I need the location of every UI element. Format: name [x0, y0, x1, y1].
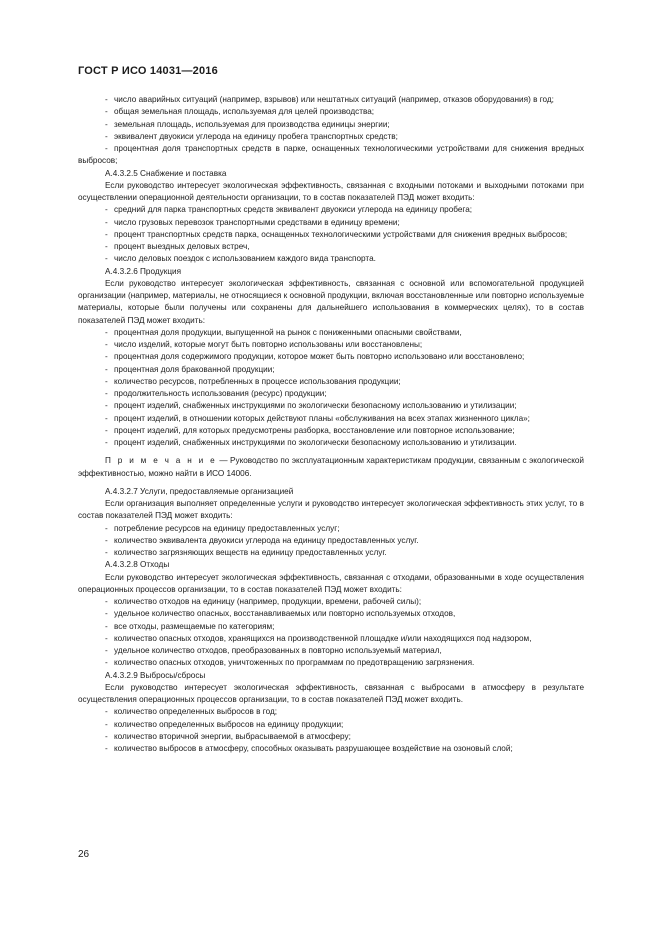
list-item-text: число деловых поездок с использованием каждого вида транспорта.	[114, 254, 376, 264]
list-dash: -	[105, 340, 108, 349]
list-item	[78, 388, 584, 400]
section-heading: А.4.3.2.8 Отходы	[105, 560, 170, 570]
list-item	[78, 706, 584, 718]
list-item	[78, 376, 584, 388]
list-dash: -	[105, 352, 108, 362]
list-item	[78, 547, 584, 559]
section-heading: А.4.3.2.9 Выбросы/сбросы	[105, 670, 206, 680]
list-dash: -	[105, 438, 108, 447]
list-item	[78, 253, 584, 265]
list-item	[78, 425, 584, 437]
section-heading: А.4.3.2.6 Продукция	[105, 266, 182, 276]
body-paragraph: Если руководство интересует экологическая эффективность, связанная с выбросами в атмосферу в результате осуществления операционных процессов организации, то в состав показателей ПЭД может входить.	[78, 682, 584, 704]
note-label: П р и м е ч а н и е	[105, 456, 217, 466]
list-item	[78, 131, 584, 143]
list-item	[78, 119, 584, 131]
list-dash: -	[105, 217, 108, 227]
list-dash: -	[105, 389, 108, 398]
section-heading: А.4.3.2.7 Услуги, предоставляемые организацией	[105, 486, 294, 496]
body-paragraph: Если руководство интересует экологическая эффективность, связанная с входными потоками и выходными потоками при осуществлении операционной деятельности организации, то в состав показателей ПЭД может входить:	[78, 180, 584, 202]
list-dash: -	[105, 425, 108, 435]
list-dash: -	[105, 413, 108, 423]
list-dash: -	[105, 205, 108, 215]
list-dash: -	[105, 242, 108, 251]
list-dash: -	[105, 327, 108, 337]
list-dash: -	[105, 646, 108, 655]
list-dash: -	[105, 131, 108, 141]
list-item	[78, 327, 584, 339]
list-item-text: количество ресурсов, потребленных в процессе использования продукции;	[114, 376, 401, 386]
list-item-text: число аварийных ситуаций (например, взрывов) или нештатных ситуаций (например, отказов оборудования) в год;	[114, 95, 554, 104]
list-item-text: процентная доля продукции, выпущенной на рынок с пониженными опасными свойствами,	[114, 327, 462, 337]
list-item	[78, 621, 584, 633]
document-header: ГОСТ Р ИСО 14031—2016	[78, 65, 218, 77]
document-body	[78, 94, 584, 755]
list-item	[78, 413, 584, 425]
list-item-text: число изделий, которые могут быть повторно использованы или восстановлены;	[114, 340, 423, 349]
list-dash: -	[105, 95, 108, 104]
list-dash: -	[105, 731, 108, 741]
list-dash: -	[105, 744, 108, 753]
section-heading: А.4.3.2.5 Снабжение и поставка	[105, 168, 227, 178]
list-dash: -	[105, 107, 108, 117]
list-item-text: процентная доля содержимого продукции, которое может быть повторно использовано или восстановлено;	[114, 352, 525, 362]
list-item-text: процент транспортных средств парка, оснащенных технологическими устройствами для снижения вредных выбросов;	[114, 229, 568, 239]
body-paragraph: Если руководство интересует экологическая эффективность, связанная с основной или вспомогательной продукцией организации (например, материалы, не относящиеся к основной продукции, включая восстановленные или повторно используемые материалы, которые были получены или сохранены для дальнейшего использования в коммерческих целях), то в состав показателей ПЭД может входить:	[78, 278, 584, 325]
note-text: — Руководство по эксплуатационным характеристикам продукции, связанным с экологической эффективностью, можно найти в ИСО 14006.	[78, 456, 585, 478]
list-item-text: количество вторичной энергии, выбрасываемой в атмосферу;	[114, 731, 351, 741]
list-dash: -	[105, 609, 108, 619]
list-item	[78, 731, 584, 743]
list-item-text: количество выбросов в атмосферу, способных оказывать разрушающее воздействие на озоновый слой;	[114, 744, 513, 753]
list-item-text: количество эквивалента двуокиси углерода на единицу предоставленных услуг.	[114, 535, 419, 545]
list-dash: -	[105, 621, 108, 631]
list-item	[78, 743, 584, 755]
list-dash: -	[105, 523, 108, 533]
list-item-text: количество загрязняющих веществ на единицу предоставленных услуг.	[114, 548, 387, 557]
list-item	[78, 106, 584, 118]
body-paragraph: Если организация выполняет определенные услуги и руководство интересует экологическая эффективность этих услуг, то в состав показателей ПЭД может входить:	[78, 499, 584, 521]
list-item-text: потребление ресурсов на единицу предоставленных услуг;	[114, 523, 340, 533]
page-number: 26	[78, 849, 90, 860]
list-item	[78, 229, 584, 241]
list-item-text: продолжительность использования (ресурс) продукции;	[114, 389, 327, 398]
list-item-text: средний для парка транспортных средств эквивалент двуокиси углерода на единицу пробега;	[114, 205, 473, 215]
list-item-text: процент изделий, снабженных инструкциями по экологически безопасному использованию и утилизации.	[114, 438, 517, 447]
list-item	[78, 596, 584, 608]
list-dash: -	[105, 535, 108, 545]
list-item-text: процент изделий, в отношении которых действуют планы «обслуживания на всех этапах жизненного цикла»;	[114, 413, 530, 423]
list-item	[78, 339, 584, 351]
list-item-text: количество отходов на единицу (например, продукции, времени, рабочей силы);	[114, 597, 422, 606]
list-dash: -	[105, 229, 108, 239]
list-item-text: эквивалент двуокиси углерода на единицу пробега транспортных средств;	[114, 131, 398, 141]
list-item	[78, 535, 584, 547]
list-item	[78, 645, 584, 657]
list-dash: -	[105, 119, 108, 129]
list-item	[78, 204, 584, 216]
list-item	[78, 523, 584, 535]
list-item	[78, 364, 584, 376]
list-item-text: процент выездных деловых встреч,	[114, 242, 250, 251]
list-item-text: удельное количество опасных, восстанавливаемых или повторно используемых отходов,	[114, 609, 456, 619]
list-dash: -	[105, 707, 108, 717]
list-dash: -	[105, 364, 108, 374]
list-dash: -	[105, 597, 108, 606]
body-paragraph: Если руководство интересует экологическая эффективность, связанная с отходами, образованными в ходе осуществления операционных процессов организации, то в состав показателей ПЭД может входить:	[78, 572, 584, 594]
list-item-text: процент изделий, для которых предусмотрены разборка, восстановление или повторное использование;	[114, 425, 515, 435]
note-paragraph	[78, 455, 584, 480]
list-item-text: удельное количество отходов, преобразованных в повторно используемый материал,	[114, 646, 442, 655]
list-item	[78, 143, 584, 168]
list-dash: -	[105, 633, 108, 643]
list-item	[78, 94, 584, 106]
list-item-text: число грузовых перевозок транспортными средствами в единицу времени;	[114, 217, 400, 227]
list-dash: -	[105, 144, 108, 153]
list-item	[78, 633, 584, 645]
list-item-text: общая земельная площадь, используемая для целей производства;	[114, 107, 375, 117]
list-dash: -	[105, 548, 108, 557]
list-item-text: количество определенных выбросов в год;	[114, 707, 277, 717]
list-item	[78, 437, 584, 449]
list-item	[78, 217, 584, 229]
list-dash: -	[105, 376, 108, 386]
list-item-text: процент изделий, снабженных инструкциями по экологически безопасному использованию и утилизации;	[114, 401, 517, 411]
list-dash: -	[105, 658, 108, 668]
list-item	[78, 351, 584, 363]
list-item-text: количество опасных отходов, уничтоженных по программам по предотвращению загрязнения.	[114, 658, 475, 668]
list-item-text: количество опасных отходов, хранящихся на производственной площадке и/или находящихся под надзором,	[114, 633, 532, 643]
list-item-text: все отходы, размещаемые по категориям;	[114, 621, 275, 631]
list-item-text: процентная доля транспортных средств в парке, оснащенных технологическими устройствами для снижения вредных выбросов;	[78, 144, 584, 166]
list-item-text: количество определенных выбросов на единицу продукции;	[114, 719, 344, 729]
list-item	[78, 657, 584, 669]
list-item-text: процентная доля бракованной продукции;	[114, 364, 275, 374]
list-dash: -	[105, 401, 108, 411]
list-item-text: земельная площадь, используемая для производства единицы энергии;	[114, 119, 390, 129]
list-dash: -	[105, 254, 108, 264]
list-item	[78, 719, 584, 731]
list-item	[78, 241, 584, 253]
list-dash: -	[105, 719, 108, 729]
list-item	[78, 608, 584, 620]
list-item	[78, 400, 584, 412]
